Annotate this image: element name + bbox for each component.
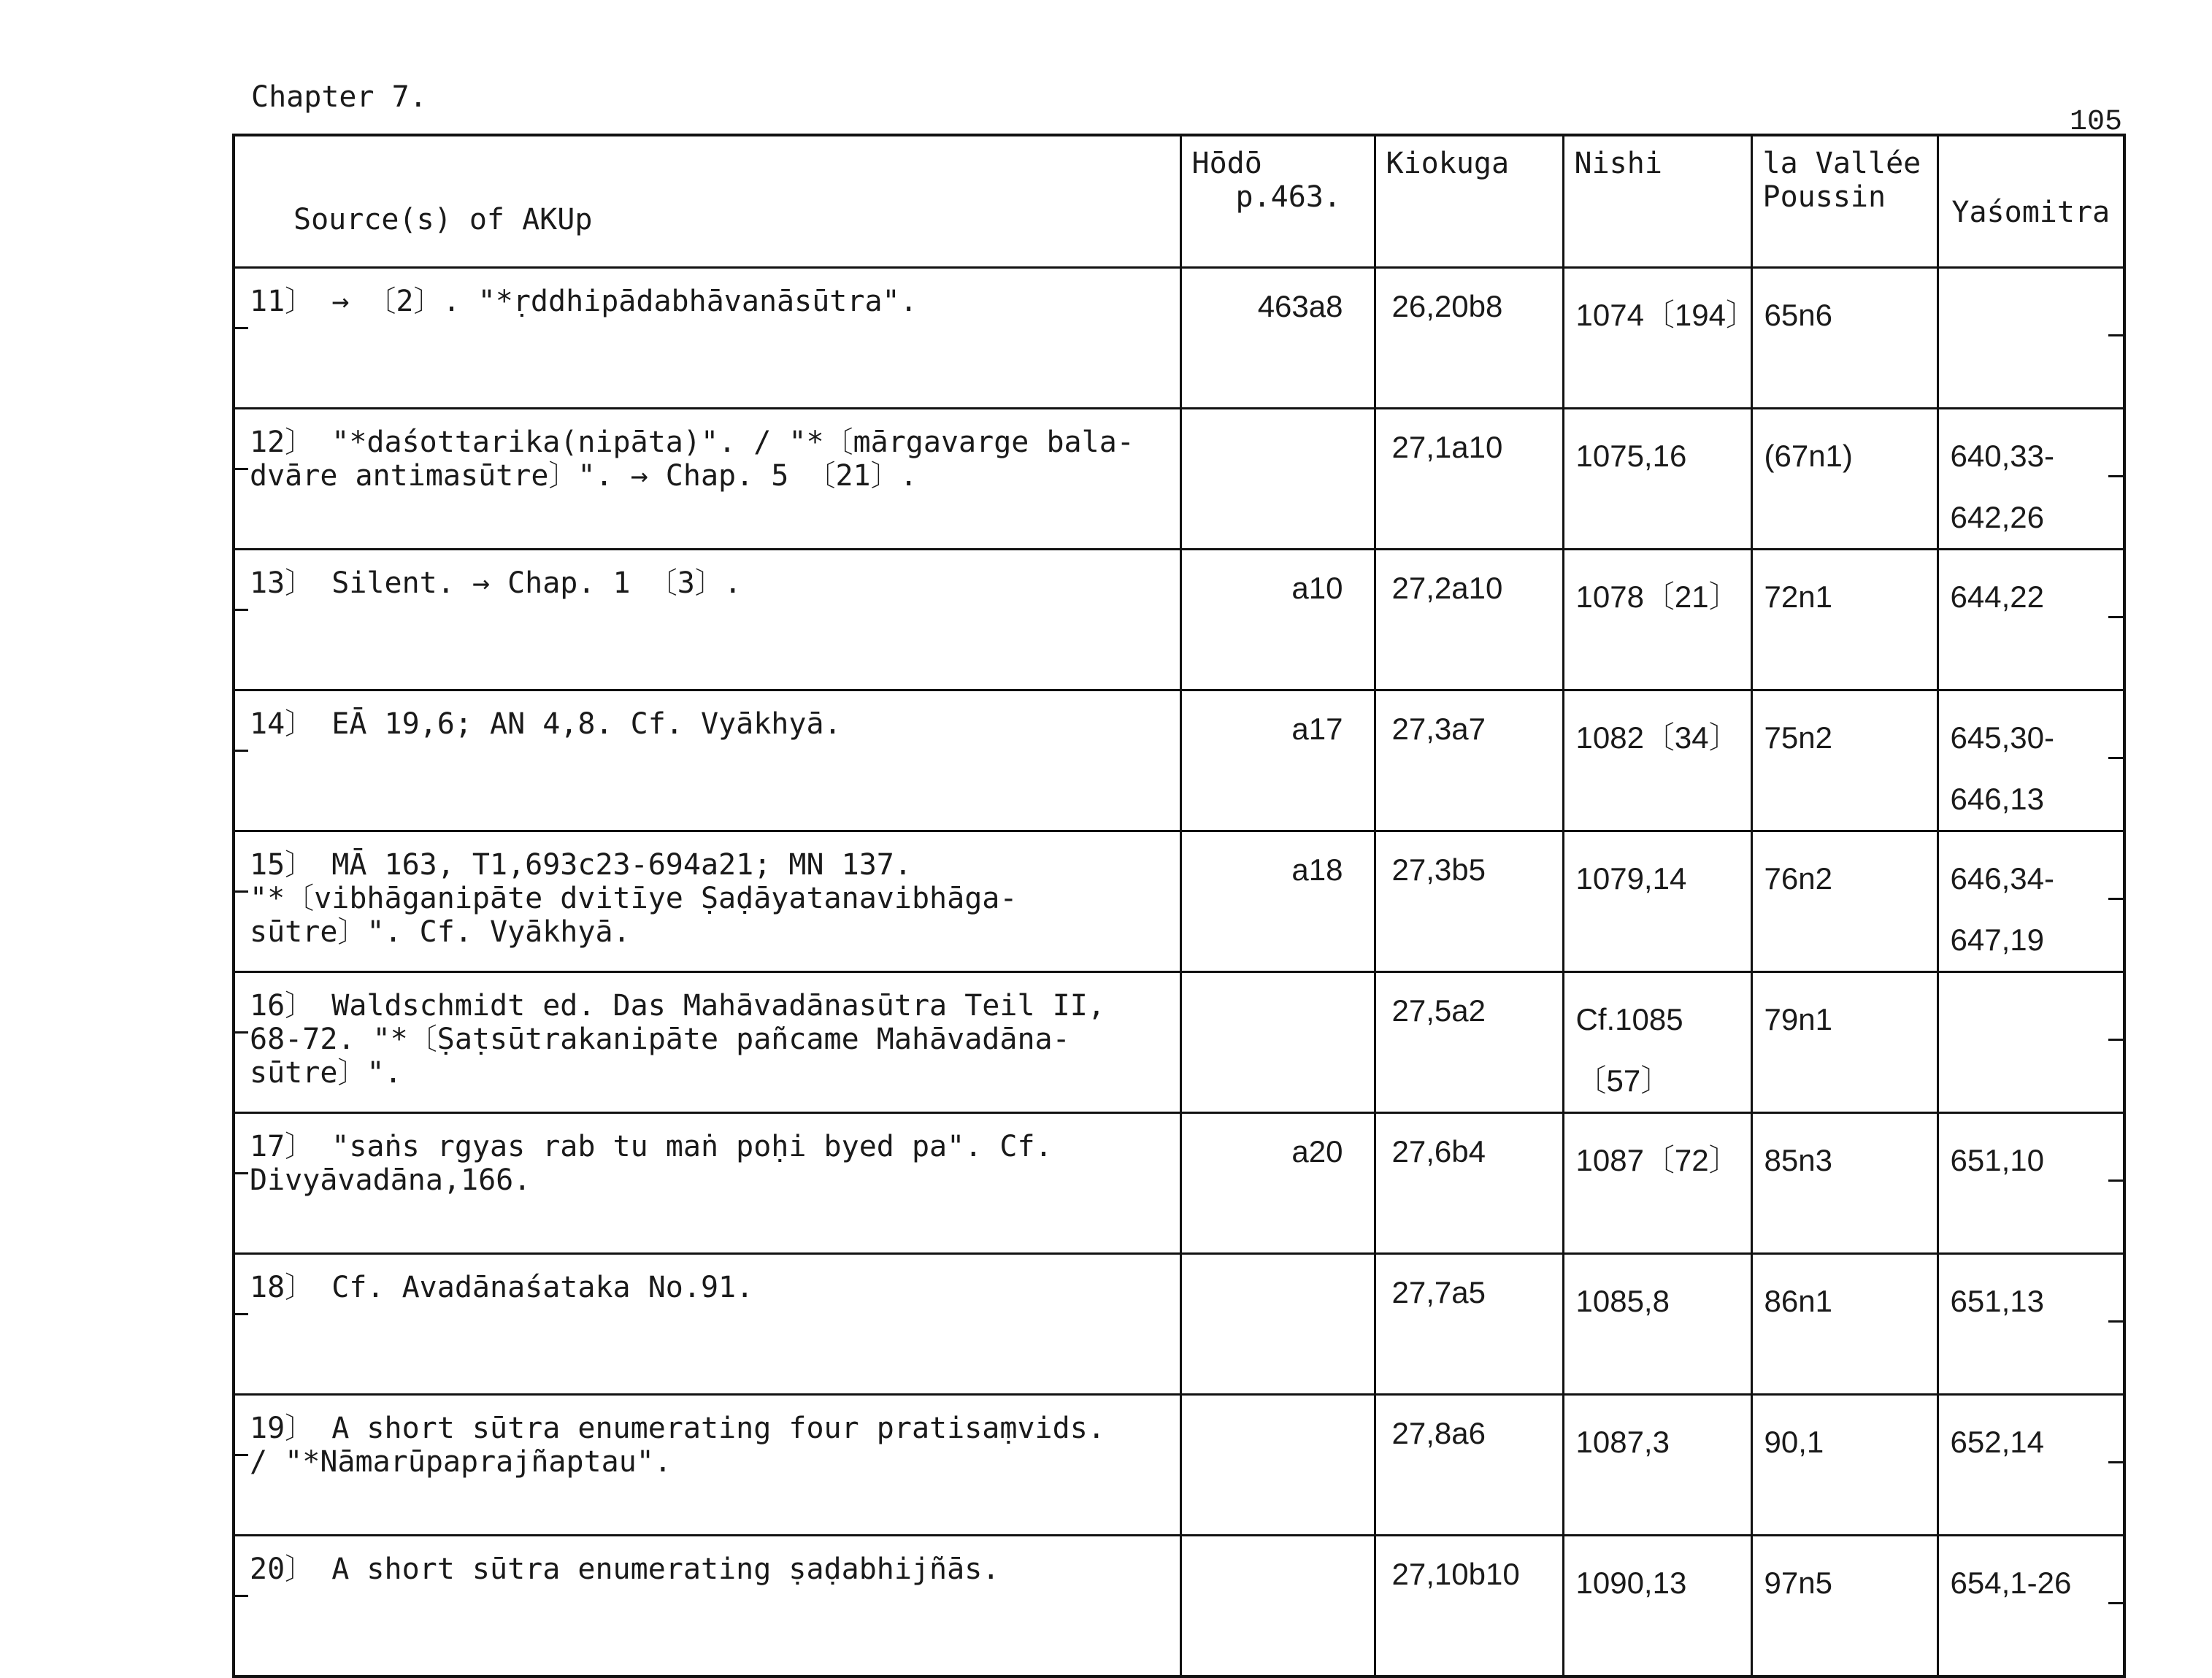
la-vallee-poussin-cell: 65n6 bbox=[1751, 268, 1938, 409]
hodo-cell bbox=[1180, 1395, 1375, 1536]
column-header-la-vallee-poussin: la Vallée Poussin bbox=[1751, 135, 1938, 268]
source-cell: 12〕 "*daśottarika(nipāta)". / "*〔mārgavarge bala- dvāre antimasūtre〕". → Chap. 5 〔21〕. bbox=[234, 409, 1180, 550]
table-row bbox=[234, 972, 2124, 1113]
yasomitra-cell: 651,10 bbox=[1938, 1113, 2124, 1254]
source-cell: 11〕 → 〔2〕. "*ṛddhipādabhāvanāsūtra". bbox=[234, 268, 1180, 409]
chapter-heading: Chapter 7. bbox=[251, 80, 427, 114]
la-vallee-poussin-cell: 76n2 bbox=[1751, 831, 1938, 972]
yasomitra-cell: 640,33- 642,26 bbox=[1938, 409, 2124, 550]
kiokuga-cell: 26,20b8 bbox=[1375, 268, 1563, 409]
hodo-cell: a17 bbox=[1180, 690, 1375, 831]
table-row bbox=[234, 690, 2124, 831]
nishi-cell: 1075,16 bbox=[1563, 409, 1751, 550]
column-header-source: Source(s) of AKUp bbox=[234, 135, 1180, 268]
yasomitra-cell: 646,34- 647,19 bbox=[1938, 831, 2124, 972]
source-cell: 14〕 EĀ 19,6; AN 4,8. Cf. Vyākhyā. bbox=[234, 690, 1180, 831]
nishi-cell: 1074〔194〕 bbox=[1563, 268, 1751, 409]
column-header-nishi: Nishi bbox=[1563, 135, 1751, 268]
kiokuga-cell: 27,3b5 bbox=[1375, 831, 1563, 972]
column-header-hodo-page: p.463. bbox=[1235, 180, 1341, 214]
hodo-cell bbox=[1180, 972, 1375, 1113]
la-vallee-poussin-cell: (67n1) bbox=[1751, 409, 1938, 550]
table-body bbox=[234, 268, 2124, 1677]
la-vallee-poussin-cell: 97n5 bbox=[1751, 1536, 1938, 1677]
hodo-cell bbox=[1180, 409, 1375, 550]
kiokuga-cell: 27,3a7 bbox=[1375, 690, 1563, 831]
la-vallee-poussin-cell: 75n2 bbox=[1751, 690, 1938, 831]
table-header-row bbox=[234, 135, 2124, 268]
kiokuga-cell: 27,7a5 bbox=[1375, 1254, 1563, 1395]
la-vallee-poussin-cell: 72n1 bbox=[1751, 550, 1938, 690]
nishi-cell: 1085,8 bbox=[1563, 1254, 1751, 1395]
hodo-cell: a20 bbox=[1180, 1113, 1375, 1254]
yasomitra-cell: 651,13 bbox=[1938, 1254, 2124, 1395]
source-cell: 16〕 Waldschmidt ed. Das Mahāvadānasūtra Teil II, 68-72. "*〔Ṣaṭsūtrakanipāte pañcame Mahāvadāna- sūtre〕". bbox=[234, 972, 1180, 1113]
column-header-hodo bbox=[1180, 135, 1375, 268]
kiokuga-cell: 27,8a6 bbox=[1375, 1395, 1563, 1536]
kiokuga-cell: 27,2a10 bbox=[1375, 550, 1563, 690]
column-header-yasomitra: Yaśomitra bbox=[1938, 135, 2124, 268]
kiokuga-cell: 27,6b4 bbox=[1375, 1113, 1563, 1254]
nishi-cell: Cf.1085 〔57〕 bbox=[1563, 972, 1751, 1113]
hodo-cell bbox=[1180, 1254, 1375, 1395]
la-vallee-poussin-cell: 86n1 bbox=[1751, 1254, 1938, 1395]
column-header-hodo-label: Hōdō bbox=[1191, 147, 1262, 180]
nishi-cell: 1078〔21〕 bbox=[1563, 550, 1751, 690]
table-row bbox=[234, 550, 2124, 690]
source-cell: 20〕 A short sūtra enumerating ṣaḍabhijñās. bbox=[234, 1536, 1180, 1677]
la-vallee-poussin-cell: 85n3 bbox=[1751, 1113, 1938, 1254]
source-cell: 17〕 "saṅs rgyas rab tu maṅ poḥi byed pa". Cf. Divyāvadāna,166. bbox=[234, 1113, 1180, 1254]
table-row bbox=[234, 831, 2124, 972]
hodo-cell bbox=[1180, 1536, 1375, 1677]
la-vallee-poussin-cell: 79n1 bbox=[1751, 972, 1938, 1113]
table-row bbox=[234, 1113, 2124, 1254]
table-row bbox=[234, 1254, 2124, 1395]
nishi-cell: 1082〔34〕 bbox=[1563, 690, 1751, 831]
yasomitra-cell bbox=[1938, 268, 2124, 409]
sources-table bbox=[232, 134, 2126, 1678]
kiokuga-cell: 27,1a10 bbox=[1375, 409, 1563, 550]
table-row bbox=[234, 409, 2124, 550]
yasomitra-cell: 654,1-26 bbox=[1938, 1536, 2124, 1677]
la-vallee-poussin-cell: 90,1 bbox=[1751, 1395, 1938, 1536]
nishi-cell: 1090,13 bbox=[1563, 1536, 1751, 1677]
yasomitra-cell: 645,30- 646,13 bbox=[1938, 690, 2124, 831]
hodo-cell: 463a8 bbox=[1180, 268, 1375, 409]
nishi-cell: 1087,3 bbox=[1563, 1395, 1751, 1536]
table-row bbox=[234, 268, 2124, 409]
source-cell: 15〕 MĀ 163, T1,693c23-694a21; MN 137. "*〔vibhāganipāte dvitīye Ṣaḍāyatanavibhāga- sūtre〕". Cf. Vyākhyā. bbox=[234, 831, 1180, 972]
source-cell: 19〕 A short sūtra enumerating four pratisaṃvids. / "*Nāmarūpaprajñaptau". bbox=[234, 1395, 1180, 1536]
yasomitra-cell: 644,22 bbox=[1938, 550, 2124, 690]
yasomitra-cell bbox=[1938, 972, 2124, 1113]
nishi-cell: 1087〔72〕 bbox=[1563, 1113, 1751, 1254]
kiokuga-cell: 27,10b10 bbox=[1375, 1536, 1563, 1677]
column-header-kiokuga: Kiokuga bbox=[1375, 135, 1563, 268]
yasomitra-cell: 652,14 bbox=[1938, 1395, 2124, 1536]
page-number: 105 bbox=[2070, 106, 2123, 139]
source-cell: 13〕 Silent. → Chap. 1 〔3〕. bbox=[234, 550, 1180, 690]
hodo-cell: a10 bbox=[1180, 550, 1375, 690]
table-row bbox=[234, 1395, 2124, 1536]
table-row bbox=[234, 1536, 2124, 1677]
source-cell: 18〕 Cf. Avadānaśataka No.91. bbox=[234, 1254, 1180, 1395]
nishi-cell: 1079,14 bbox=[1563, 831, 1751, 972]
hodo-cell: a18 bbox=[1180, 831, 1375, 972]
kiokuga-cell: 27,5a2 bbox=[1375, 972, 1563, 1113]
